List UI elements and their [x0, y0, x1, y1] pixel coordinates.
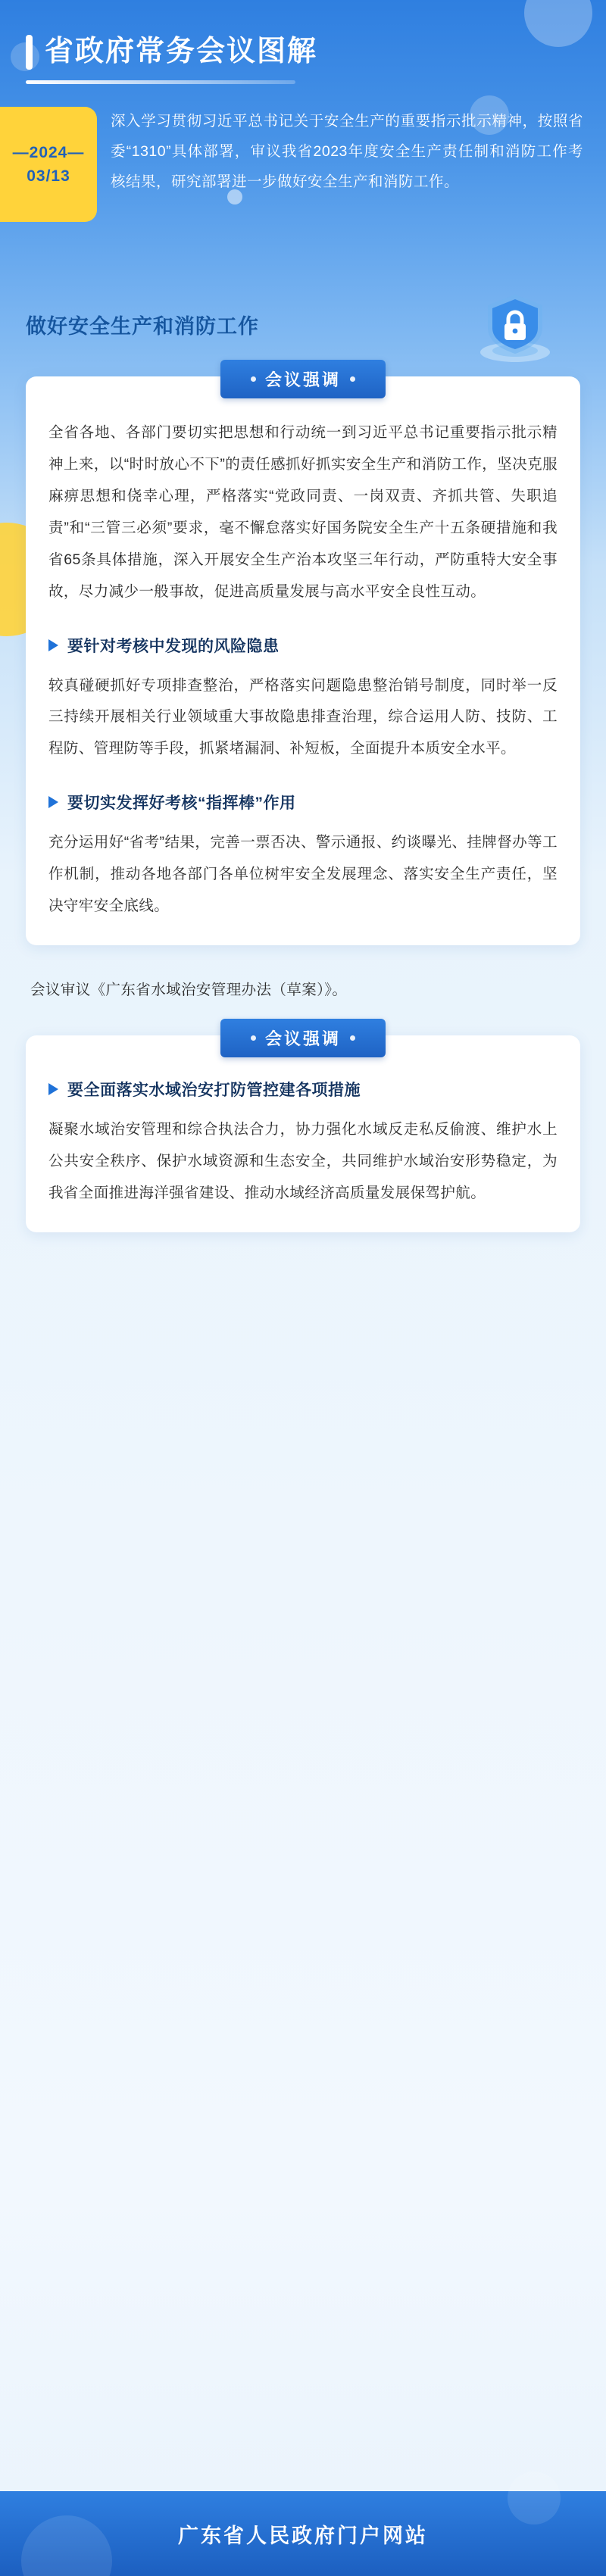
ribbon-dot-left-icon — [251, 1035, 256, 1041]
content-card-2 — [26, 1029, 580, 1232]
date-day: 03/13 — [27, 167, 70, 185]
ribbon-1-banner — [220, 360, 386, 398]
header — [0, 0, 606, 222]
ribbon-2-banner — [220, 1019, 386, 1057]
triangle-bullet-icon — [48, 1083, 58, 1095]
intro-row — [0, 107, 606, 222]
footer — [0, 2491, 606, 2576]
ribbon-1-label: 会议强调 — [264, 370, 341, 389]
ribbon-2-label: 会议强调 — [264, 1029, 341, 1049]
section-heading — [0, 292, 606, 357]
triangle-bullet-icon — [48, 639, 58, 651]
content-card-1 — [26, 370, 580, 945]
card1-paragraph-1: 全省各地、各部门要切实把思想和行动统一到习近平总书记重要指示批示精神上来，以“时时放心不下”的责任感抓好抓实安全生产和消防工作，坚决克服麻痹思想和侥幸心理，严格落实“党政同责、一岗双责、齐抓共管、失职追责”和“三管三必须”要求，毫不懈怠落实好国务院安全生产十五条硬措施和我省65条具体措施，深入开展安全生产治本攻坚三年行动，严防重特大安全事故，尽力减少一般事故，促进高质量发展与高水平安全良性互动。 — [48, 424, 558, 600]
card1-subheading-2-text: 要切实发挥好考核“指挥棒”作用 — [67, 795, 296, 813]
ribbon-dot-right-icon — [350, 376, 355, 382]
footer-decor-circle-small — [508, 2471, 561, 2524]
date-year: —2024— — [12, 143, 85, 161]
card2-subheading-1 — [26, 1078, 580, 1101]
card1-subtext-2: 充分运用好“省考”结果，完善一票否决、警示通报、约谈曝光、挂牌督办等工作机制，推动各地各部门各单位树牢安全发展理念、落实安全生产责任，坚决守牢安全底线。 — [48, 834, 558, 915]
title-underline — [26, 80, 295, 84]
main-title-text: 省政府常务会议图解 — [45, 36, 318, 68]
card1-subheading-2 — [26, 791, 580, 813]
card1-subheading-1-text: 要针对考核中发现的风险隐患 — [67, 637, 280, 655]
standalone-note: 会议审议《广东省水域治安管理办法（草案）》。 — [30, 982, 348, 999]
triangle-bullet-icon — [48, 796, 58, 808]
ribbon-dot-right-icon — [350, 1035, 355, 1041]
card1-subheading-1 — [26, 634, 580, 657]
section-heading-text: 做好安全生产和消防工作 — [26, 314, 259, 338]
card1-subtext-1: 较真碰硬抓好专项排查整治，严格落实问题隐患整治销号制度，同时举一反三持续开展相关行业领域重大事故隐患排查治理，综合运用人防、技防、工程防、管理防等手段，抓紧堵漏洞、补短板，全面提升本质安全水平。 — [48, 676, 558, 757]
page-title — [0, 35, 606, 70]
ribbon-dot-left-icon — [251, 376, 256, 382]
footer-text: 广东省人民政府门户网站 — [178, 2524, 428, 2547]
footer-decor-circle — [21, 2515, 112, 2576]
intro-paragraph: 深入学习贯彻习近平总书记关于安全生产的重要指示批示精神，按照省委“1310”具体部署，审议我省2023年度安全生产责任制和消防工作考核结果，研究部署进一步做好安全生产和消防工作。 — [111, 113, 583, 190]
card2-subheading-1-text: 要全面落实水域治安打防管控建各项措施 — [67, 1082, 361, 1100]
ribbon-2 — [26, 1019, 580, 1057]
lock-shield-icon — [470, 287, 561, 366]
card2-subtext-1: 凝聚水域治安管理和综合执法合力，协力强化水域反走私反偷渡、维护水上公共安全秩序、保护水域资源和生态安全，共同维护水域治安形势稳定，为我省全面推进海洋强省建设、推动水域经济高质量发展保驾护航。 — [48, 1121, 558, 1201]
date-badge — [0, 107, 97, 222]
title-accent-bar — [26, 35, 33, 70]
